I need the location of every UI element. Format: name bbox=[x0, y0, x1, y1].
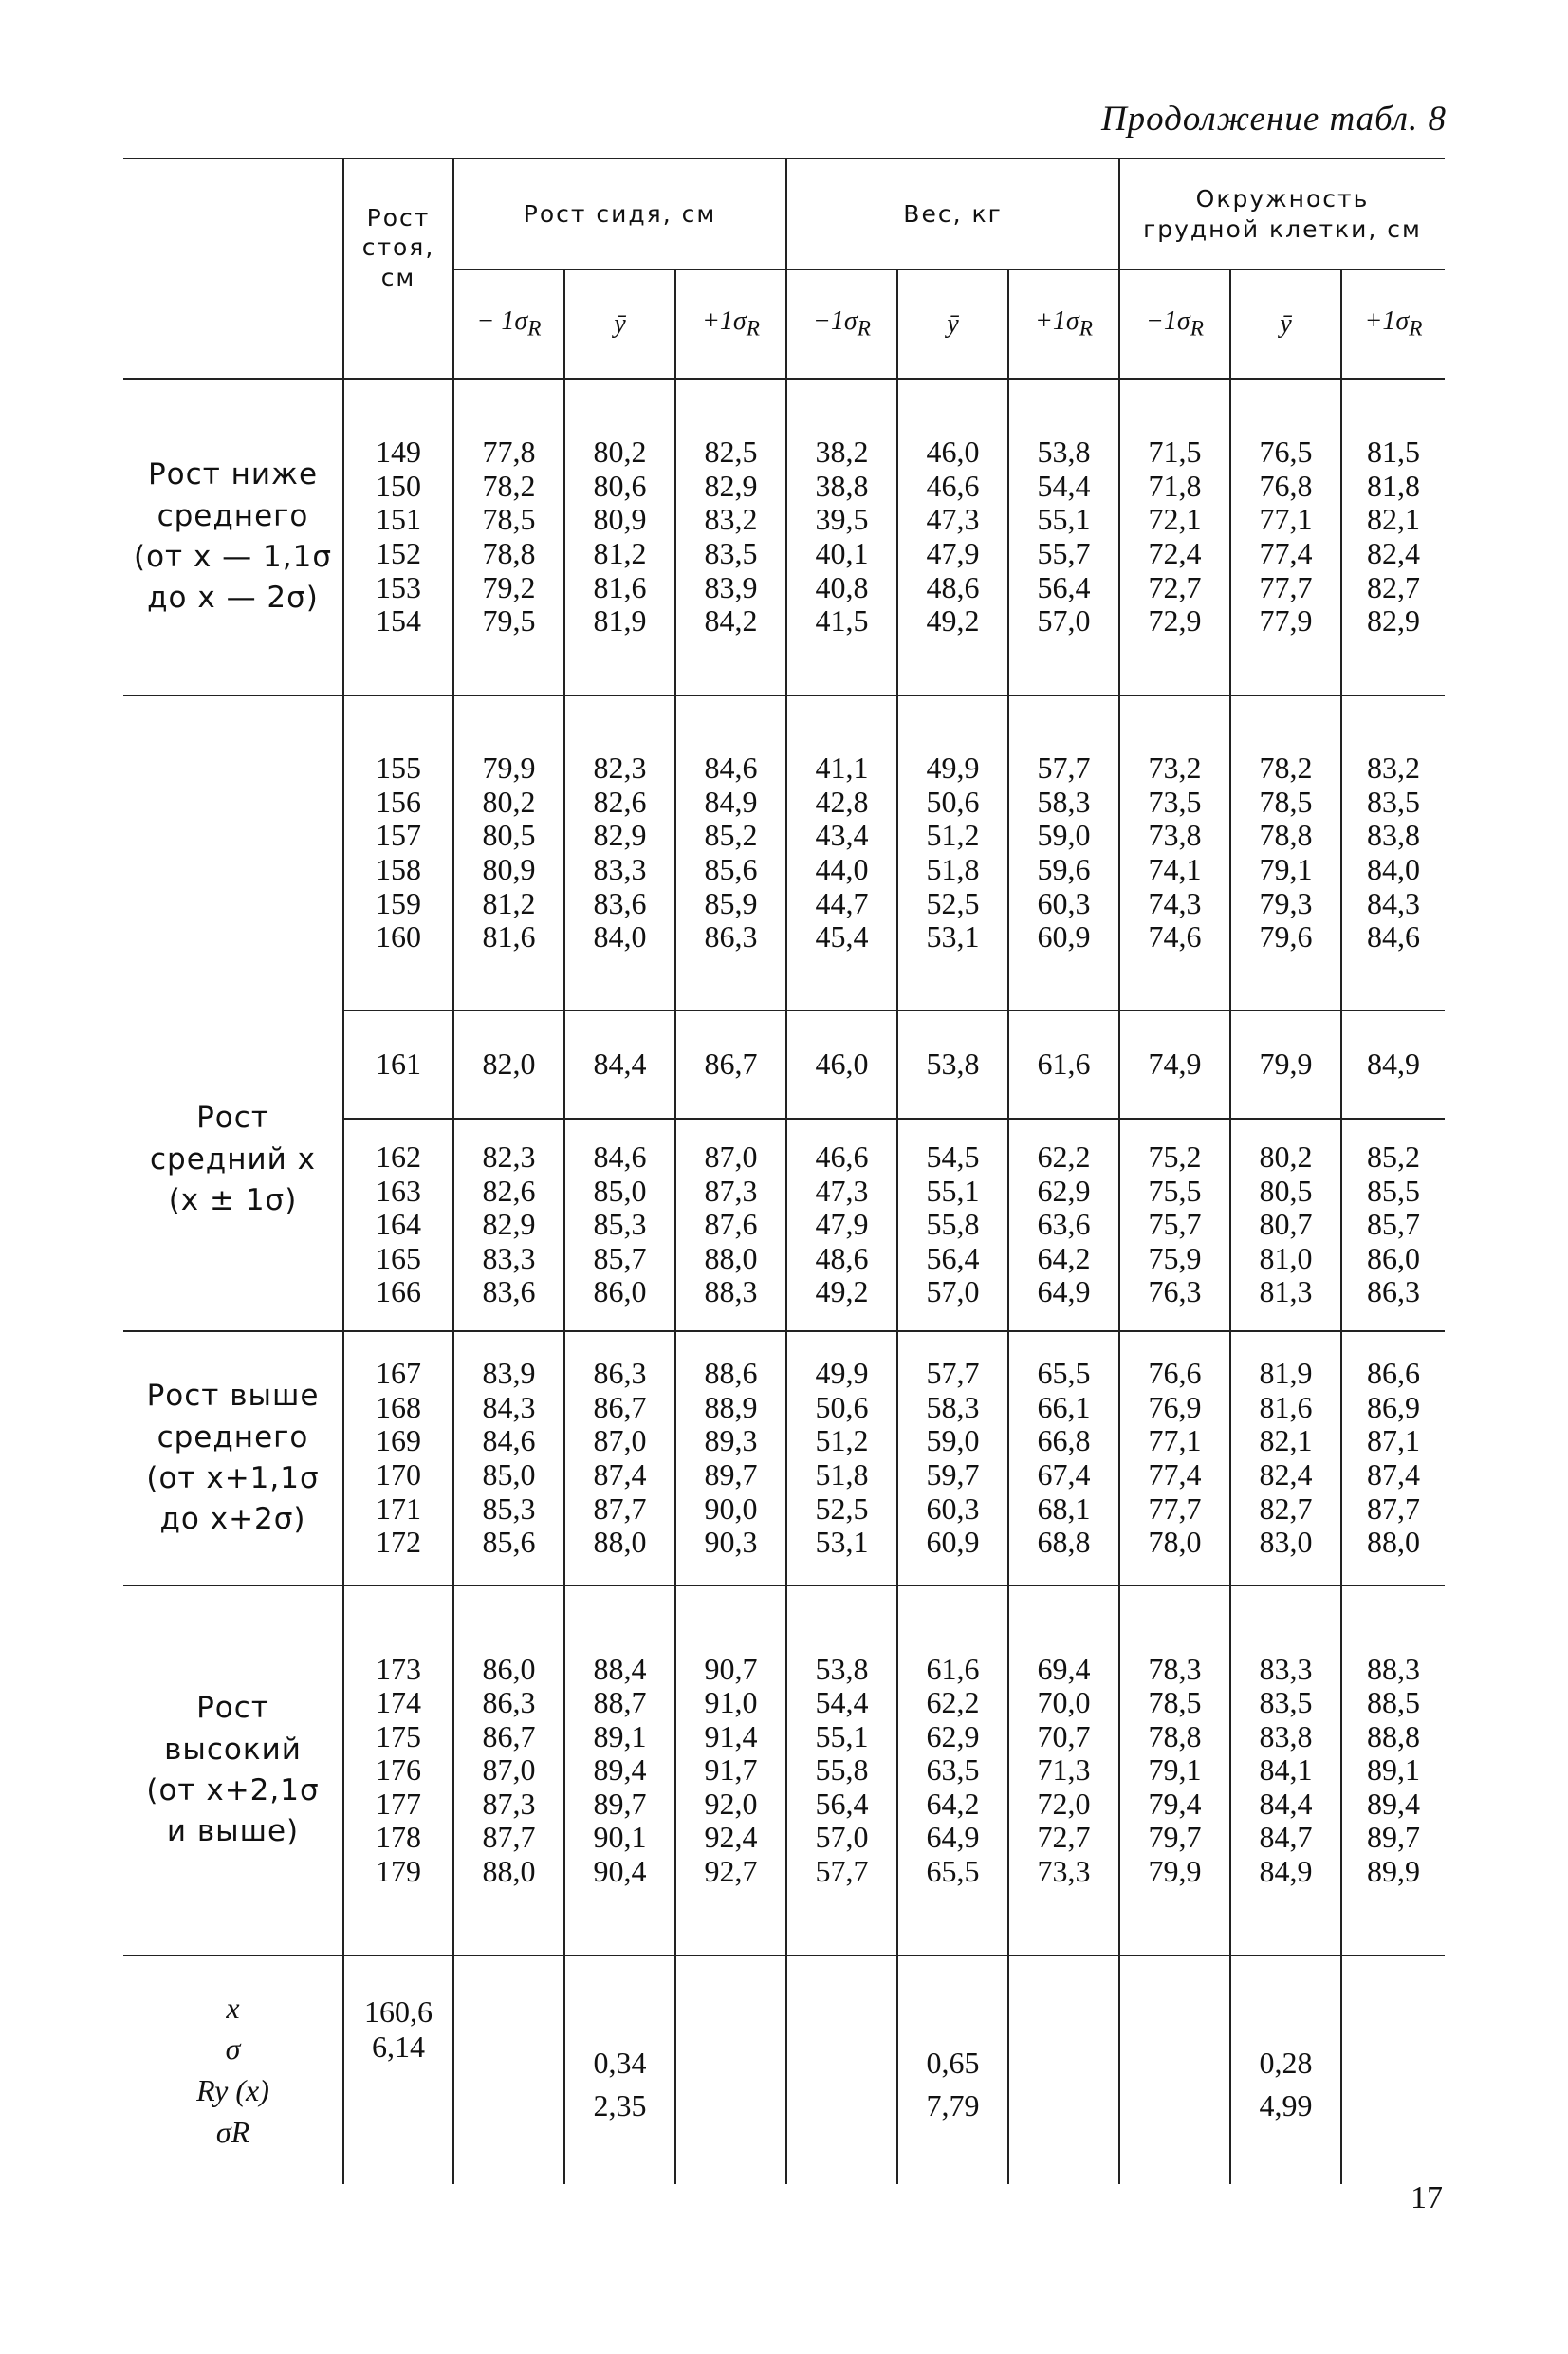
section-label: Рост высокий (от x+2,1σ и выше) bbox=[123, 1585, 343, 1955]
summary-empty bbox=[675, 1955, 786, 2184]
mean-row-cell: 53,8 bbox=[897, 1010, 1008, 1119]
header-group-sit: Рост сидя, см bbox=[453, 158, 786, 269]
col-sit-mean: 82,3 82,6 82,9 83,3 83,6 84,0 bbox=[564, 695, 675, 1010]
mean-row-cell: 86,7 bbox=[675, 1010, 786, 1119]
sub-header-minus: − $1\sigma_R$ bbox=[453, 269, 564, 379]
section-label bbox=[123, 695, 343, 1331]
col-weight-minus: 38,2 38,8 39,5 40,1 40,8 41,5 bbox=[786, 379, 897, 695]
summary-weight-values: 0,65 7,79 bbox=[897, 1955, 1008, 2184]
summary-empty bbox=[453, 1955, 564, 2184]
col-chest-mean: 83,3 83,5 83,8 84,1 84,4 84,7 84,9 bbox=[1230, 1585, 1341, 1955]
col-weight-mean: 54,5 55,1 55,8 56,4 57,0 bbox=[897, 1119, 1008, 1331]
col-sit-plus: 84,6 84,9 85,2 85,6 85,9 86,3 bbox=[675, 695, 786, 1010]
summary-sit-values: 0,34 2,35 bbox=[564, 1955, 675, 2184]
col-sit-minus: 79,9 80,2 80,5 80,9 81,2 81,6 bbox=[453, 695, 564, 1010]
col-sit-mean: 80,2 80,6 80,9 81,2 81,6 81,9 bbox=[564, 379, 675, 695]
col-sit-plus: 82,5 82,9 83,2 83,5 83,9 84,2 bbox=[675, 379, 786, 695]
col-weight-plus: 69,4 70,0 70,7 71,3 72,0 72,7 73,3 bbox=[1008, 1585, 1119, 1955]
mean-row-cell: 46,0 bbox=[786, 1010, 897, 1119]
col-chest-minus: 71,5 71,8 72,1 72,4 72,7 72,9 bbox=[1119, 379, 1230, 695]
col-sit-minus: 86,0 86,3 86,7 87,0 87,3 87,7 88,0 bbox=[453, 1585, 564, 1955]
section-label: Рост выше среднего (от x+1,1σ до x+2σ) bbox=[123, 1331, 343, 1585]
data-table bbox=[123, 158, 1445, 2184]
mean-row-cell: 161 bbox=[343, 1010, 453, 1119]
section-average bbox=[123, 695, 1445, 1331]
header-stand: Рост стоя, см bbox=[343, 158, 453, 379]
col-chest-mean: 78,2 78,5 78,8 79,1 79,3 79,6 bbox=[1230, 695, 1341, 1010]
section-tall bbox=[123, 1585, 1445, 1955]
col-sit-mean: 88,4 88,7 89,1 89,4 89,7 90,1 90,4 bbox=[564, 1585, 675, 1955]
page-number: 17 bbox=[1411, 2180, 1443, 2215]
summary-symbols: x σ Ry (x) σR bbox=[196, 1990, 269, 2149]
col-weight-minus: 53,8 54,4 55,1 55,8 56,4 57,0 57,7 bbox=[786, 1585, 897, 1955]
header-group-chest: Окружность грудной клетки, см bbox=[1119, 158, 1445, 269]
col-stand: 167 168 169 170 171 172 bbox=[343, 1331, 453, 1585]
sub-header-mean: ȳ bbox=[1230, 269, 1341, 379]
table-header bbox=[123, 158, 1445, 379]
table-caption: Продолжение табл. 8 bbox=[1100, 100, 1447, 139]
col-weight-minus: 41,1 42,8 43,4 44,0 44,7 45,4 bbox=[786, 695, 897, 1010]
col-sit-minus: 83,9 84,3 84,6 85,0 85,3 85,6 bbox=[453, 1331, 564, 1585]
col-sit-minus: 82,3 82,6 82,9 83,3 83,6 bbox=[453, 1119, 564, 1331]
mean-row-cell: 84,4 bbox=[564, 1010, 675, 1119]
col-sit-minus: 77,8 78,2 78,5 78,8 79,2 79,5 bbox=[453, 379, 564, 695]
section-below-average bbox=[123, 379, 1445, 695]
col-sit-plus: 90,7 91,0 91,4 91,7 92,0 92,4 92,7 bbox=[675, 1585, 786, 1955]
col-chest-mean: 80,2 80,5 80,7 81,0 81,3 bbox=[1230, 1119, 1341, 1331]
section-label: Рост ниже среднего (от x — 1,1σ до x — 2σ) bbox=[123, 379, 343, 695]
col-chest-mean: 81,9 81,6 82,1 82,4 82,7 83,0 bbox=[1230, 1331, 1341, 1585]
col-stand: 149 150 151 152 153 154 bbox=[343, 379, 453, 695]
sub-header-plus: $+1\sigma_R$ bbox=[1008, 269, 1119, 379]
summary-section bbox=[123, 1955, 1445, 2184]
col-weight-mean: 46,0 46,6 47,3 47,9 48,6 49,2 bbox=[897, 379, 1008, 695]
mean-row-cell: 82,0 bbox=[453, 1010, 564, 1119]
col-chest-plus: 86,6 86,9 87,1 87,4 87,7 88,0 bbox=[1341, 1331, 1445, 1585]
col-sit-mean: 84,6 85,0 85,3 85,7 86,0 bbox=[564, 1119, 675, 1331]
mean-row-cell: 61,6 bbox=[1008, 1010, 1119, 1119]
col-chest-minus: 75,2 75,5 75,7 75,9 76,3 bbox=[1119, 1119, 1230, 1331]
summary-empty bbox=[1119, 1955, 1230, 2184]
col-weight-plus: 65,5 66,1 66,8 67,4 68,1 68,8 bbox=[1008, 1331, 1119, 1585]
col-weight-plus: 57,7 58,3 59,0 59,6 60,3 60,9 bbox=[1008, 695, 1119, 1010]
col-chest-minus: 78,3 78,5 78,8 79,1 79,4 79,7 79,9 bbox=[1119, 1585, 1230, 1955]
col-chest-plus: 83,2 83,5 83,8 84,0 84,3 84,6 bbox=[1341, 695, 1445, 1010]
col-weight-plus: 53,8 54,4 55,1 55,7 56,4 57,0 bbox=[1008, 379, 1119, 695]
sub-header-minus: $-1\sigma_R$ bbox=[786, 269, 897, 379]
col-chest-plus: 85,2 85,5 85,7 86,0 86,3 bbox=[1341, 1119, 1445, 1331]
col-stand: 173 174 175 176 177 178 179 bbox=[343, 1585, 453, 1955]
col-stand: 162 163 164 165 166 bbox=[343, 1119, 453, 1331]
col-weight-minus: 46,6 47,3 47,9 48,6 49,2 bbox=[786, 1119, 897, 1331]
col-sit-mean: 86,3 86,7 87,0 87,4 87,7 88,0 bbox=[564, 1331, 675, 1585]
mean-row-cell: 74,9 bbox=[1119, 1010, 1230, 1119]
summary-empty bbox=[786, 1955, 897, 2184]
mean-row-cell: 79,9 bbox=[1230, 1010, 1341, 1119]
sub-header-mean: ȳ bbox=[897, 269, 1008, 379]
col-chest-minus: 73,2 73,5 73,8 74,1 74,3 74,6 bbox=[1119, 695, 1230, 1010]
col-sit-plus: 88,6 88,9 89,3 89,7 90,0 90,3 bbox=[675, 1331, 786, 1585]
sub-header-mean: ȳ bbox=[564, 269, 675, 379]
header-group-weight: Вес, кг bbox=[786, 158, 1119, 269]
col-weight-minus: 49,9 50,6 51,2 51,8 52,5 53,1 bbox=[786, 1331, 897, 1585]
col-chest-plus: 81,5 81,8 82,1 82,4 82,7 82,9 bbox=[1341, 379, 1445, 695]
sub-header-minus: $-1\sigma_R$ bbox=[1119, 269, 1230, 379]
col-weight-mean: 57,7 58,3 59,0 59,7 60,3 60,9 bbox=[897, 1331, 1008, 1585]
col-chest-minus: 76,6 76,9 77,1 77,4 77,7 78,0 bbox=[1119, 1331, 1230, 1585]
col-weight-plus: 62,2 62,9 63,6 64,2 64,9 bbox=[1008, 1119, 1119, 1331]
col-chest-plus: 88,3 88,5 88,8 89,1 89,4 89,7 89,9 bbox=[1341, 1585, 1445, 1955]
sub-header-plus: $+1\sigma_R$ bbox=[1341, 269, 1445, 379]
section-above-average bbox=[123, 1331, 1445, 1585]
summary-empty bbox=[1008, 1955, 1119, 2184]
section-label-average: Рост средний x (x ± 1σ) bbox=[150, 1101, 316, 1218]
col-chest-mean: 76,5 76,8 77,1 77,4 77,7 77,9 bbox=[1230, 379, 1341, 695]
col-weight-mean: 61,6 62,2 62,9 63,5 64,2 64,9 65,5 bbox=[897, 1585, 1008, 1955]
summary-chest-values: 0,28 4,99 bbox=[1230, 1955, 1341, 2184]
mean-row-cell: 84,9 bbox=[1341, 1010, 1445, 1119]
summary-empty bbox=[1341, 1955, 1445, 2184]
col-stand: 155 156 157 158 159 160 bbox=[343, 695, 453, 1010]
col-sit-plus: 87,0 87,3 87,6 88,0 88,3 bbox=[675, 1119, 786, 1331]
sub-header-plus: $+1\sigma_R$ bbox=[675, 269, 786, 379]
header-empty-cell bbox=[123, 158, 343, 379]
col-weight-mean: 49,9 50,6 51,2 51,8 52,5 53,1 bbox=[897, 695, 1008, 1010]
summary-stand-values: 160,6 6,14 bbox=[343, 1955, 453, 2184]
